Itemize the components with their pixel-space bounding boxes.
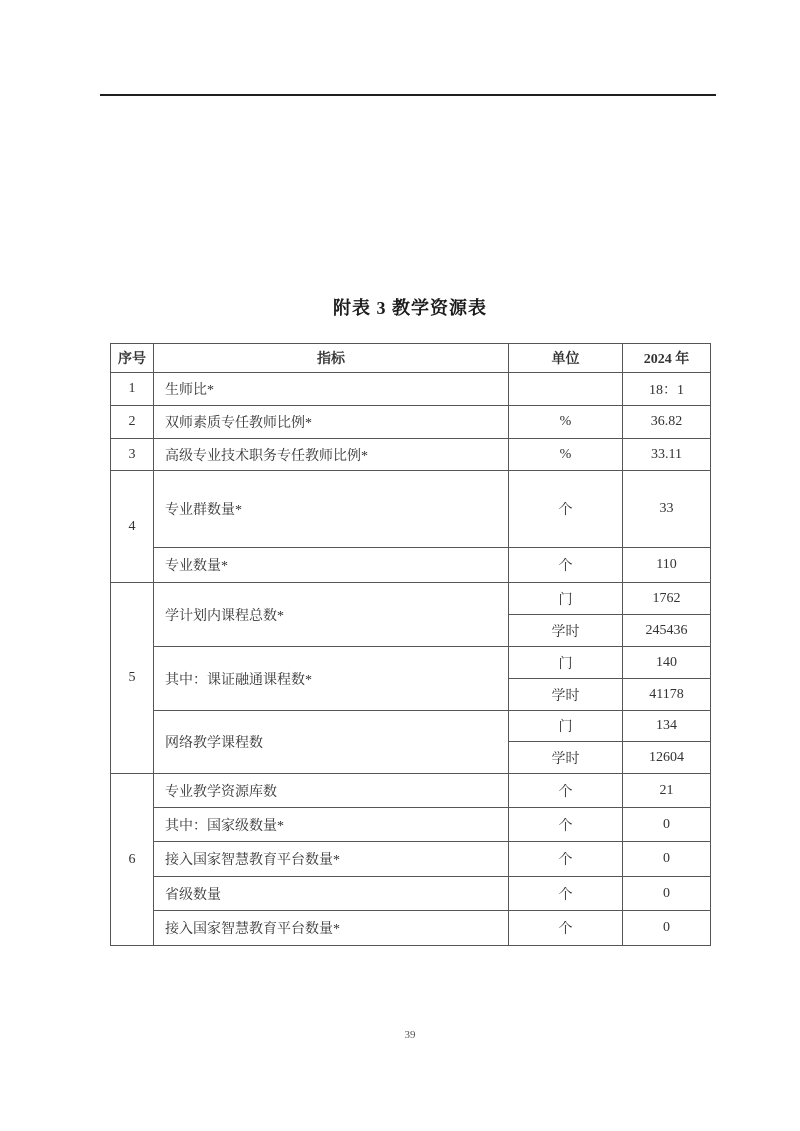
table-row: [111, 583, 711, 615]
table-row: [111, 911, 711, 946]
seq-cell: 4: [111, 471, 154, 583]
unit-cell: 学时: [509, 615, 623, 647]
table-row: [111, 373, 711, 406]
col-header-year: 2024 年: [623, 344, 711, 373]
unit-cell: 个: [509, 471, 623, 548]
value-cell: 41178: [623, 679, 711, 711]
table-row: [111, 711, 711, 742]
col-header-indicator: 指标: [154, 344, 509, 373]
value-cell: 33.11: [623, 439, 711, 471]
unit-cell: 个: [509, 877, 623, 911]
indicator-cell: 专业教学资源库数: [154, 774, 509, 808]
value-cell: 0: [623, 842, 711, 877]
value-cell: 110: [623, 548, 711, 583]
header-rule: [100, 94, 716, 96]
unit-cell: 门: [509, 583, 623, 615]
value-cell: 0: [623, 911, 711, 946]
unit-cell: %: [509, 406, 623, 439]
unit-cell: 个: [509, 842, 623, 877]
value-cell: 21: [623, 774, 711, 808]
unit-cell: 个: [509, 548, 623, 583]
table-row: [111, 548, 711, 583]
indicator-cell: 双师素质专任教师比例*: [154, 406, 509, 439]
table-row: [111, 842, 711, 877]
table-row: [111, 406, 711, 439]
value-cell: 0: [623, 808, 711, 842]
value-cell: 33: [623, 471, 711, 548]
unit-cell: 学时: [509, 679, 623, 711]
table-header-row: [111, 344, 711, 373]
unit-cell: 个: [509, 808, 623, 842]
indicator-cell: 网络教学课程数: [154, 711, 509, 774]
unit-cell: %: [509, 439, 623, 471]
table-row: [111, 439, 711, 471]
seq-cell: 2: [111, 406, 154, 439]
value-cell: 140: [623, 647, 711, 679]
table-row: [111, 808, 711, 842]
table-row: [111, 471, 711, 548]
indicator-cell: 其中：国家级数量*: [154, 808, 509, 842]
col-header-seq: 序号: [111, 344, 154, 373]
col-header-unit: 单位: [509, 344, 623, 373]
seq-cell: 3: [111, 439, 154, 471]
unit-cell: 门: [509, 647, 623, 679]
seq-cell: 1: [111, 373, 154, 406]
value-cell: 1762: [623, 583, 711, 615]
unit-cell: 个: [509, 911, 623, 946]
page-number: 39: [404, 1029, 416, 1041]
value-cell: 134: [623, 711, 711, 742]
indicator-cell: 高级专业技术职务专任教师比例*: [154, 439, 509, 471]
teaching-resources-table: [110, 343, 711, 946]
indicator-cell: 专业数量*: [154, 548, 509, 583]
value-cell: 36.82: [623, 406, 711, 439]
indicator-cell: 接入国家智慧教育平台数量*: [154, 911, 509, 946]
table-title: 附表 3 教学资源表: [333, 298, 487, 318]
table-row: [111, 774, 711, 808]
seq-cell: 6: [111, 774, 154, 946]
value-cell: 12604: [623, 742, 711, 774]
table-row: [111, 647, 711, 679]
indicator-cell: 学计划内课程总数*: [154, 583, 509, 647]
unit-cell: 门: [509, 711, 623, 742]
table-row: [111, 877, 711, 911]
indicator-cell: 省级数量: [154, 877, 509, 911]
indicator-cell: 接入国家智慧教育平台数量*: [154, 842, 509, 877]
seq-cell: 5: [111, 583, 154, 774]
indicator-cell: 其中：课证融通课程数*: [154, 647, 509, 711]
value-cell: 18：1: [623, 373, 711, 406]
unit-cell: 个: [509, 774, 623, 808]
indicator-cell: 专业群数量*: [154, 471, 509, 548]
unit-cell: [509, 373, 623, 406]
value-cell: 245436: [623, 615, 711, 647]
unit-cell: 学时: [509, 742, 623, 774]
indicator-cell: 生师比*: [154, 373, 509, 406]
value-cell: 0: [623, 877, 711, 911]
